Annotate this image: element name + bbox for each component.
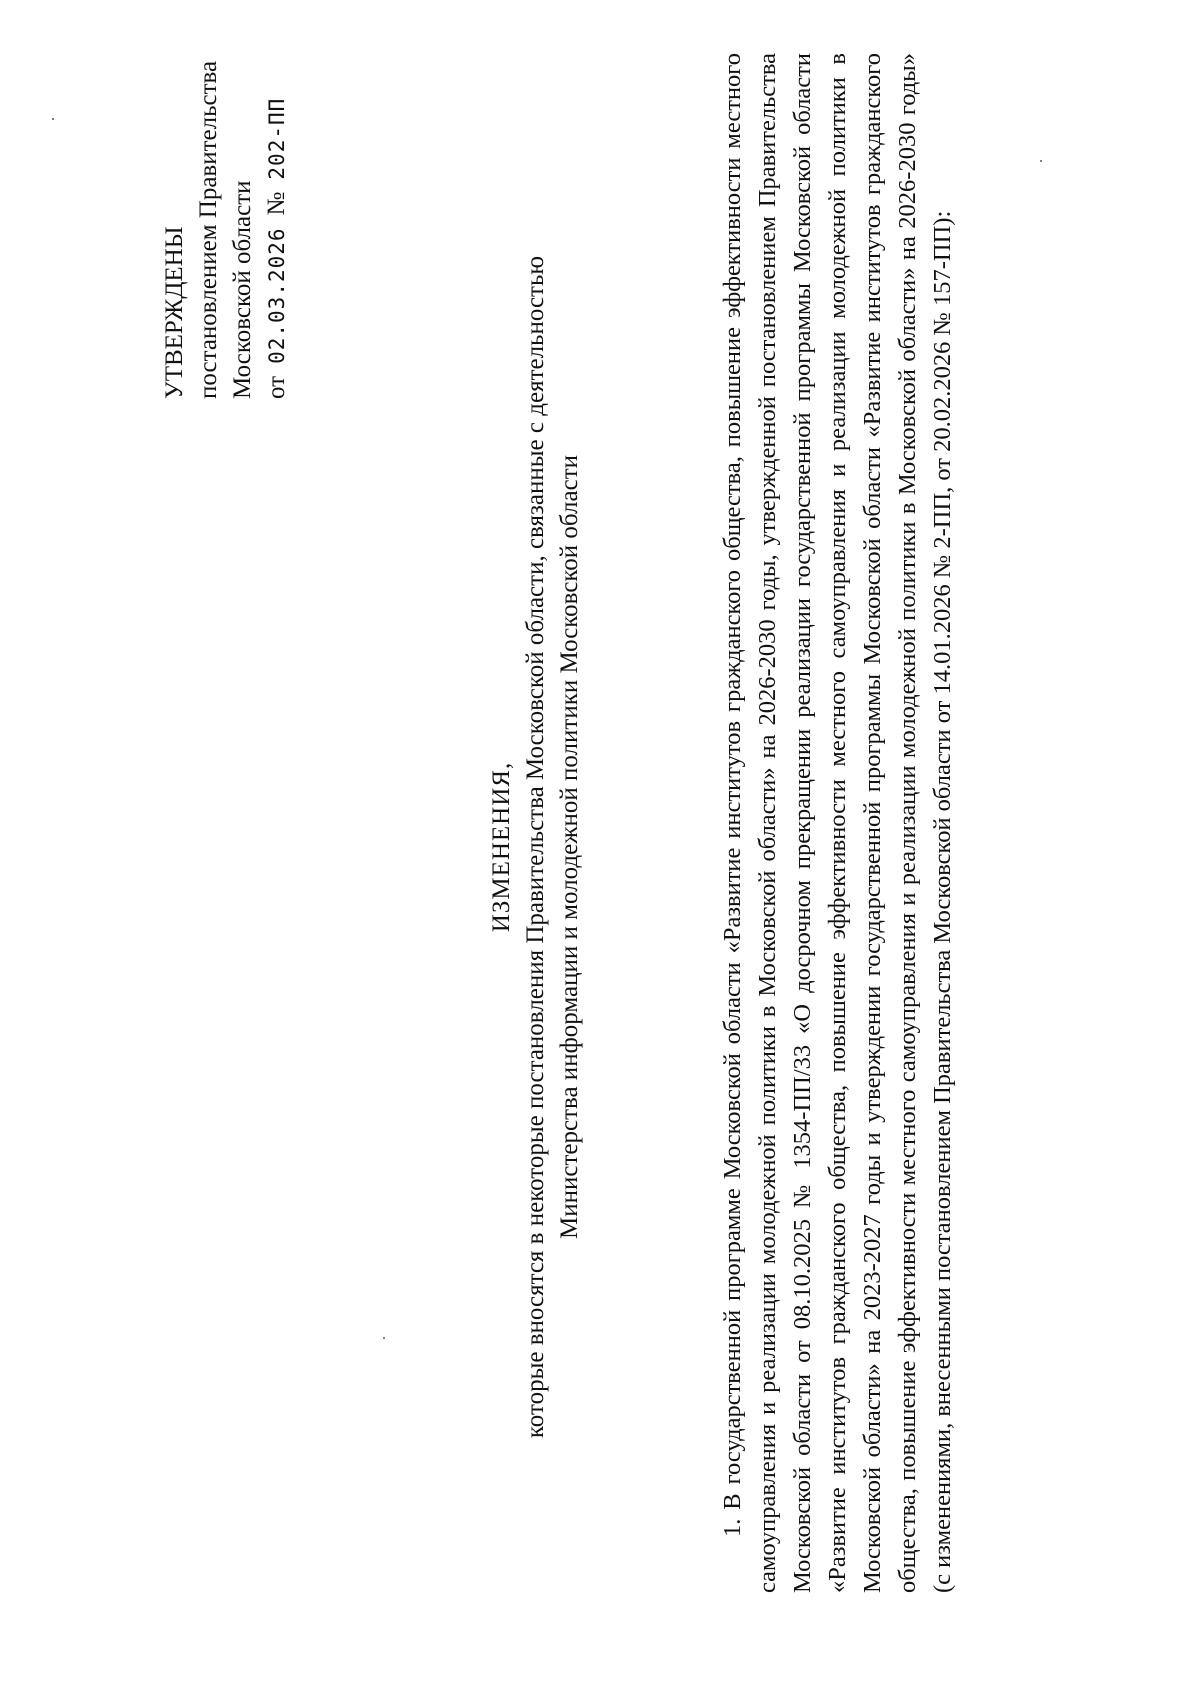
body-paragraph-1: 1. В государственной программе Московской области «Развитие институтов гражданского общества, повышение эффективности местного самоуправления и реализации молодежной политики в Московской области» на 2026-2030 годы, утвержденной постановлением Правительства Московской области от 08.10.2025 № 1354-ПП/33 «О досрочном прекращении реализации государственной программы Московской области «Развитие институтов гражданского общества, повышение эффективности местного самоуправления и реализации молодежной политики в Московской области» на 2023-2027 годы и утверждении государственной программы Московской области «Развитие институтов гражданского общества, повышение эффективности местного самоуправления и реализации молодежной политики в Московской области» на 2026-2030 годы» (с изменениями, внесенными постановлением Правительства Московской области от 14.01.2026 № 2-ПП, от 20.02.2026 № 157-ПП): bbox=[718, 53, 956, 1593]
approval-date: 02.03.2026 bbox=[265, 227, 289, 364]
approval-heading: УТВЕРЖДЕНЫ bbox=[161, 226, 188, 399]
approval-date-row bbox=[260, 39, 294, 399]
approval-number: 202-ПП bbox=[265, 97, 289, 180]
document-subtitle-line-1: которые вносятся в некоторые постановления Правительства Московской области, связанные с деятельностью bbox=[522, 255, 549, 1439]
document-title: ИЗМЕНЕНИЯ, bbox=[488, 761, 515, 933]
approval-stamp-block bbox=[158, 39, 294, 399]
approval-line-1: постановлением Правительства bbox=[195, 60, 222, 399]
document-subtitle-line-2: Министерства информации и молодежной политики Московской области bbox=[556, 454, 583, 1240]
approval-line-2: Московской области bbox=[229, 180, 256, 399]
document-title-block bbox=[485, 157, 587, 1537]
approval-from-label: от bbox=[263, 375, 290, 399]
approval-number-sign: № bbox=[263, 191, 290, 216]
